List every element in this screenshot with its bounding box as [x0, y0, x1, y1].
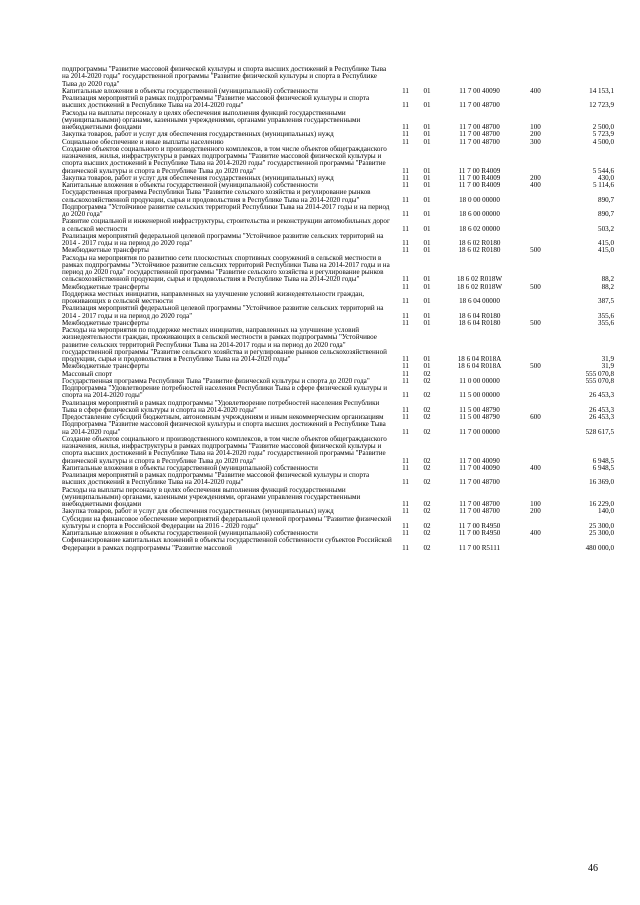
row-target-article: 11 7 00 48700	[459, 500, 500, 508]
row-description: Развитие социальной и инженерной инфраструктуры, строительства и реконструкции автомобильных дорог в сельской местности	[62, 217, 390, 233]
row-amount: 25 300,0	[589, 529, 614, 537]
row-target-article: 11 5 00 00000	[459, 391, 500, 400]
row-description: Субсидии на финансовое обеспечение мероприятий федеральной целевой программы "Развитие физической культуры и спорта в Российской Федерации на 2016 - 2020 годы"	[62, 514, 392, 530]
row-expense-type	[517, 218, 554, 233]
row-target-article: 11 5 00 48790	[459, 405, 500, 414]
row-amount: 503,2	[598, 224, 614, 233]
row-target-article: 18 6 04 R018A	[457, 362, 502, 371]
row-description: Подпрограмма "Развитие массовой физической культуры и спорта высших достижений в Республике Тыва на 2014-2020 годы"	[62, 420, 386, 436]
table-row	[62, 146, 614, 175]
table-row	[62, 385, 614, 400]
row-expense-type	[517, 472, 554, 487]
table-row	[62, 516, 614, 531]
row-expense-type	[517, 146, 554, 175]
row-target-article: 11 7 00 48700	[459, 507, 500, 516]
row-subsection: 02	[423, 413, 431, 421]
row-subsection: 01	[423, 282, 431, 291]
row-section: 11	[402, 318, 409, 327]
row-subsection: 01	[423, 195, 431, 204]
row-target-article: 11 5 00 48790	[459, 413, 500, 421]
row-subsection: 02	[423, 500, 431, 508]
row-amount: 5 723,9	[592, 130, 614, 139]
row-target-article: 18 6 02 R0180	[458, 246, 501, 255]
row-target-article: 11 7 00 48700	[459, 130, 500, 139]
row-expense-type	[517, 516, 554, 531]
row-amount: 415,0	[598, 239, 614, 247]
row-amount: 88,2	[601, 275, 614, 284]
row-subsection: 02	[423, 369, 431, 378]
row-target-article: 11 7 00 R4950	[458, 529, 501, 537]
row-subsection: 01	[423, 86, 431, 95]
row-expense-type	[517, 305, 554, 320]
row-expense-type: 400	[530, 86, 541, 95]
row-description: Капитальные вложения в объекты государственной (муниципальной) собственности	[62, 463, 318, 472]
row-expense-type	[517, 204, 554, 219]
row-target-article: 11 7 00 48700	[459, 101, 500, 110]
table-row	[62, 363, 614, 370]
row-subsection: 01	[423, 239, 431, 247]
row-amount: 6 948,5	[592, 456, 614, 465]
row-section: 11	[402, 456, 409, 465]
row-target-article: 18 6 02 00000	[459, 224, 500, 233]
row-target-article: 18 6 04 00000	[459, 297, 500, 305]
row-expense-type	[517, 421, 554, 436]
row-amount: 2 500,0	[592, 123, 614, 131]
row-description: Подпрограмма "Устойчивое развитие сельских территорий Республики Тыва на 2014-2017 годы и на период до 2020 года"	[62, 202, 390, 218]
row-amount: 555 070,8	[585, 369, 614, 378]
row-amount: 555 070,8	[585, 376, 614, 385]
row-description: Создание объектов социального и производственного комплексов, в том числе объектов общегражданского назначения, жилья, инфраструктуры в рамках подпрограммы "Развитие массовой физической культуры и спорта высших достижений в Республике Тыва на 2014-2020 годы" государственной программы "Развитие физической культуры и спорта в Республике Тыва до 2020 года"	[62, 434, 387, 465]
row-expense-type	[517, 400, 554, 415]
row-amount	[554, 66, 614, 88]
row-expense-type	[517, 189, 554, 204]
row-subsection: 01	[423, 355, 431, 363]
row-section	[399, 66, 412, 88]
row-target-article: 18 0 00 00000	[459, 195, 500, 204]
row-target-article: 11 7 00 40090	[459, 86, 500, 95]
row-amount: 140,0	[598, 507, 614, 516]
row-expense-type: 500	[530, 246, 541, 255]
row-subsection: 02	[423, 543, 431, 552]
row-subsection: 01	[423, 224, 431, 233]
row-section: 11	[402, 543, 409, 552]
table-row	[62, 255, 614, 284]
row-expense-type: 500	[530, 282, 541, 291]
row-section: 11	[402, 275, 409, 284]
table-row	[62, 421, 614, 436]
row-section: 11	[402, 369, 409, 378]
row-amount: 16 229,0	[589, 500, 614, 508]
row-section: 11	[402, 405, 409, 414]
row-subsection: 01	[423, 101, 431, 110]
row-target-article: 11 7 00 00000	[459, 427, 500, 436]
row-section: 11	[402, 137, 409, 146]
row-description: Государственная программа Республики Тыва "Развитие сельского хозяйства и регулирование рынков сельскохозяйственной продукции, сырья и продовольствия в Республике Тыва на 2014-2020 годы"	[62, 188, 371, 204]
table-row	[62, 110, 614, 132]
row-section: 11	[402, 355, 409, 363]
row-expense-type: 500	[530, 318, 541, 327]
table-row	[62, 537, 614, 552]
table-row	[62, 472, 614, 487]
row-target-article: 11 7 00 R4009	[458, 166, 501, 175]
row-description: Расходы на выплаты персоналу в целях обеспечения выполнения функций государственными (муниципальными) органами, казенными учреждениями, органами управления государственными внебюджетными фондами	[62, 485, 361, 508]
table-row	[62, 291, 614, 306]
row-expense-type: 300	[530, 137, 541, 146]
row-description: Межбюджетные трансферты	[62, 282, 149, 291]
row-section: 11	[402, 195, 409, 204]
row-description: Создание объектов социального и производственного комплексов, в том числе объектов общегражданского назначения, жилья, инфраструктуры в рамках подпрограммы "Развитие массовой физической культуры и спорта высших достижений в Республике Тыва на 2014-2020 годы" государственной программы "Развитие физической культуры и спорта в Республике Тыва до 2020 года"	[62, 144, 387, 175]
row-amount: 4 500,0	[592, 137, 614, 146]
table-row	[62, 218, 614, 233]
row-subsection: 02	[423, 521, 431, 530]
row-description: Государственная программа Республики Тыва "Развитие физической культуры и спорта до 2020 года"	[62, 376, 370, 385]
row-description: подпрограммы "Развитие массовой физической культуры и спорта высших достижений в Республике Тыва на 2014-2020 годы" государственной программы "Развитие физической культуры и спорта в Республике Тыва до 2020 года"	[62, 65, 387, 88]
row-target-article: 18 6 04 R0180	[458, 318, 501, 327]
row-subsection: 02	[423, 529, 431, 537]
table-row	[62, 233, 614, 248]
row-expense-type: 100	[530, 123, 541, 131]
row-section: 11	[402, 376, 409, 385]
row-description: Капитальные вложения в объекты государственной (муниципальной) собственности	[62, 181, 318, 189]
row-subsection: 01	[423, 166, 431, 175]
row-subsection	[412, 66, 442, 88]
row-expense-type	[517, 436, 554, 465]
row-expense-type	[517, 327, 554, 363]
row-subsection: 01	[423, 181, 431, 189]
row-expense-type: 200	[530, 507, 541, 516]
row-expense-type: 200	[530, 130, 541, 139]
row-amount: 355,6	[598, 318, 614, 327]
row-amount: 387,5	[598, 297, 614, 305]
row-section: 11	[402, 529, 409, 537]
row-subsection: 01	[423, 318, 431, 327]
row-section: 11	[402, 239, 409, 247]
row-subsection: 01	[423, 311, 431, 320]
row-target-article: 11 7 00 40090	[459, 463, 500, 472]
row-section: 11	[402, 391, 409, 400]
row-description: Реализация мероприятий федеральной целевой программы "Устойчивое развитие сельских территорий на 2014 - 2017 годы и на период до 2020 года"	[62, 304, 384, 320]
row-amount: 26 453,3	[589, 391, 614, 400]
row-section: 11	[402, 427, 409, 436]
row-section: 11	[402, 282, 409, 291]
row-description: Закупка товаров, работ и услуг для обеспечения государственных (муниципальных) нужд	[62, 130, 334, 139]
row-description: Предоставление субсидий бюджетным, автономным учреждениям и иным некоммерческим организациям	[62, 413, 384, 421]
row-subsection: 01	[423, 275, 431, 284]
page-number: 46	[588, 863, 598, 874]
row-description: Закупка товаров, работ и услуг для обеспечения государственных (муниципальных) нужд	[62, 507, 334, 516]
row-subsection: 02	[423, 507, 431, 516]
row-expense-type: 500	[530, 362, 541, 371]
row-amount: 528 617,5	[585, 427, 614, 436]
row-amount: 25 300,0	[589, 521, 614, 530]
table-row	[62, 436, 614, 465]
row-section: 11	[402, 101, 409, 110]
table-row	[62, 204, 614, 219]
row-expense-type	[517, 95, 554, 110]
row-section: 11	[402, 478, 409, 487]
row-description: Расходы на мероприятия по развитию сети плоскостных спортивных сооружений в сельской местности в рамках подпрограммы "Устойчивое развитие сельских территорий Республики Тыва на 2014-2017 годы и на период до 2020 года" государственной программы "Развитие сельского хозяйства и регулирование рынков сельскохозяйственной продукции, сырья и продовольствия в Республике Тыва на 2014-2020 годы"	[62, 253, 390, 284]
table-row	[62, 189, 614, 204]
row-subsection: 01	[423, 210, 431, 218]
row-amount: 88,2	[601, 282, 614, 291]
row-expense-type	[517, 255, 554, 284]
row-description: Массовый спорт	[62, 369, 113, 378]
row-subsection: 02	[423, 427, 431, 436]
table-row	[62, 95, 614, 110]
row-subsection: 01	[423, 297, 431, 305]
row-amount: 5 114,6	[592, 181, 614, 189]
row-section: 11	[402, 297, 409, 305]
row-description: Капитальные вложения в объекты государственной (муниципальной) собственности	[62, 529, 318, 537]
row-subsection: 01	[423, 130, 431, 139]
table-row	[62, 327, 614, 363]
row-target-article: 11 7 00 R5111	[458, 543, 501, 552]
row-target-article: 11 7 00 R4009	[458, 173, 501, 182]
row-amount: 31,9	[601, 362, 614, 371]
row-subsection: 02	[423, 478, 431, 487]
row-description: Расходы на выплаты персоналу в целях обеспечения выполнения функций государственными (муниципальными) органами, казенными учреждениями, органами управления государственными внебюджетными фондами	[62, 108, 361, 131]
row-amount: 890,7	[598, 210, 614, 218]
row-amount: 12 723,9	[589, 101, 614, 110]
row-expense-type: 400	[530, 463, 541, 472]
row-expense-type: 600	[530, 413, 541, 421]
row-subsection: 02	[423, 376, 431, 385]
row-subsection: 02	[423, 463, 431, 472]
row-target-article: 11 0 00 00000	[459, 376, 500, 385]
row-amount: 415,0	[598, 246, 614, 255]
row-description: Реализация мероприятий в рамках подпрограммы "Развитие массовой физической культуры и спорта высших достижений в Республике Тыва на 2014-2020 годы"	[62, 471, 370, 487]
row-expense-type	[517, 291, 554, 306]
row-section: 11	[402, 123, 409, 131]
row-target-article: 11 7 00 40090	[459, 456, 500, 465]
row-section: 11	[402, 362, 409, 371]
row-subsection: 01	[423, 137, 431, 146]
row-subsection: 01	[423, 362, 431, 371]
row-target-article: 18 6 02 R018W	[456, 282, 503, 291]
row-expense-type	[517, 385, 554, 400]
row-amount: 26 453,3	[589, 413, 614, 421]
row-target-article: 11 7 00 R4009	[458, 181, 501, 189]
row-amount: 890,7	[598, 195, 614, 204]
row-description: Поддержка местных инициатив, направленных на улучшение условий жизнедеятельности граждан, проживающих в сельской местности	[62, 289, 364, 305]
row-expense-type: 100	[530, 500, 541, 508]
row-section: 11	[402, 181, 409, 189]
row-section: 11	[402, 86, 409, 95]
budget-document	[62, 66, 614, 552]
row-expense-type	[517, 371, 554, 378]
row-section: 11	[402, 224, 409, 233]
row-section: 11	[402, 521, 409, 530]
row-section: 11	[402, 173, 409, 182]
row-target-article: 18 6 04 R018A	[457, 355, 502, 363]
row-amount: 14 153,1	[589, 86, 614, 95]
row-description: Межбюджетные трансферты	[62, 246, 149, 255]
row-description: Закупка товаров, работ и услуг для обеспечения государственных (муниципальных) нужд	[62, 173, 334, 182]
table-row	[62, 400, 614, 415]
row-section: 11	[402, 166, 409, 175]
row-section: 11	[402, 246, 409, 255]
row-section: 11	[402, 507, 409, 516]
table-row	[62, 305, 614, 320]
row-target-article: 18 6 02 R018W	[456, 275, 503, 284]
budget-table	[62, 66, 614, 552]
row-subsection: 02	[423, 405, 431, 414]
row-amount: 5 544,6	[592, 166, 614, 175]
row-target-article: 11 7 00 48700	[459, 478, 500, 487]
row-target-article: 11 7 00 R4950	[458, 521, 501, 530]
row-amount: 355,6	[598, 311, 614, 320]
budget-table-body	[62, 66, 614, 552]
row-subsection: 01	[423, 173, 431, 182]
row-description: Межбюджетные трансферты	[62, 362, 149, 371]
row-description: Расходы на мероприятия по поддержке местных инициатив, направленных на улучшение условий жизнедеятельности граждан, проживающих в сельской местности в рамках подпрограммы "Устойчивое развитие сельских территорий Республики Тыва на 2014-2017 годы и на период до 2020 года" государственной программы "Развитие сельского хозяйства и регулирование рынков сельскохозяйственной продукции, сырья и продовольствия в Республике Тыва на 2014-2020 годы"	[62, 326, 387, 363]
row-amount: 430,0	[598, 173, 614, 182]
row-expense-type: 400	[530, 181, 541, 189]
row-description: Социальное обеспечение и иные выплаты населению	[62, 137, 224, 146]
row-expense-type	[517, 66, 554, 88]
row-expense-type: 200	[530, 173, 541, 182]
row-section: 11	[402, 413, 409, 421]
row-section: 11	[402, 311, 409, 320]
row-amount: 480 000,0	[585, 543, 614, 552]
row-description: Софинансирование капитальных вложений в объекты государственной собственности субъектов Российской Федерации в рамках подпрограммы "Развитие массовой	[62, 536, 392, 552]
row-expense-type: 400	[530, 529, 541, 537]
row-description: Реализация мероприятий федеральной целевой программы "Устойчивое развитие сельских территорий на 2014 - 2017 годы и на период до 2020 года"	[62, 231, 384, 247]
row-target-article: 18 6 02 R0180	[458, 239, 501, 247]
row-subsection: 01	[423, 246, 431, 255]
row-section: 11	[402, 500, 409, 508]
row-target-article: 18 6 00 00000	[459, 210, 500, 218]
row-expense-type	[517, 233, 554, 248]
row-description: Подпрограмма "Удовлетворение потребностей населения Республики Тыва в сфере физической культуры и спорта на 2014-2020 годы"	[62, 384, 388, 400]
row-description: Межбюджетные трансферты	[62, 318, 149, 327]
row-section: 11	[402, 210, 409, 218]
row-target-article	[442, 66, 517, 88]
row-description: Реализация мероприятий в рамках подпрограммы "Развитие массовой физической культуры и спорта высших достижений в Республике Тыва на 2014-2020 годы"	[62, 94, 370, 110]
row-target-article: 11 7 00 48700	[459, 123, 500, 131]
row-subsection: 01	[423, 123, 431, 131]
row-expense-type	[517, 378, 554, 385]
row-amount: 26 453,3	[589, 405, 614, 414]
row-description: Реализация мероприятий в рамках подпрограммы "Удовлетворение потребностей населения Республики Тыва в сфере физической культуры и спорта на 2014-2020 годы"	[62, 398, 380, 414]
table-row	[62, 66, 614, 88]
row-subsection: 02	[423, 391, 431, 400]
row-amount: 31,9	[601, 355, 614, 363]
row-description: Капитальные вложения в объекты государственной (муниципальной) собственности	[62, 86, 318, 95]
row-target-article: 11 7 00 48700	[459, 137, 500, 146]
row-amount: 16 369,0	[589, 478, 614, 487]
row-target-article: 18 6 04 R0180	[458, 311, 501, 320]
table-row	[62, 487, 614, 509]
row-subsection: 02	[423, 456, 431, 465]
row-section: 11	[402, 463, 409, 472]
row-section: 11	[402, 130, 409, 139]
row-expense-type	[517, 537, 554, 552]
row-amount: 6 948,5	[592, 463, 614, 472]
